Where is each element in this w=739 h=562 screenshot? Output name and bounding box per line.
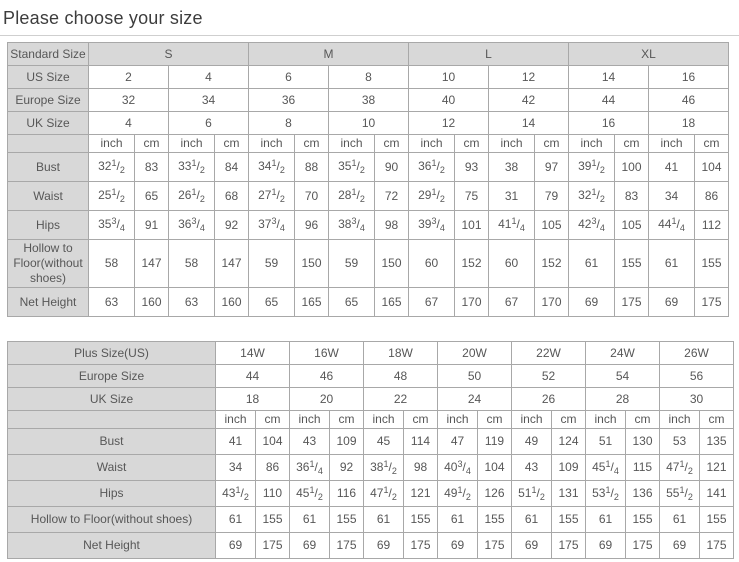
value-cell: 155 (404, 507, 438, 533)
value-cell: 59 (249, 240, 295, 288)
value-cell: $38^3/_4$ (329, 211, 375, 240)
value-cell: 126 (478, 481, 512, 507)
value-cell: 175 (478, 533, 512, 559)
measurement-row (8, 429, 734, 455)
unit-cm-cell: cm (215, 135, 249, 153)
unit-spacer-cell (8, 135, 89, 153)
value-cell: 38 (489, 153, 535, 182)
value-cell: 150 (295, 240, 329, 288)
size-cell: 32 (89, 89, 169, 112)
size-cell: S (89, 43, 249, 66)
value-cell: 136 (626, 481, 660, 507)
measurement-row (8, 153, 729, 182)
row-label-cell: UK Size (8, 112, 89, 135)
value-cell: 92 (330, 455, 364, 481)
size-cell: 26 (512, 388, 586, 411)
value-cell: 175 (626, 533, 660, 559)
row-label-cell: Standard Size (8, 43, 89, 66)
size-cell: 12 (409, 112, 489, 135)
size-cell: 28 (586, 388, 660, 411)
size-cell: 16 (649, 66, 729, 89)
unit-cm-cell: cm (455, 135, 489, 153)
value-cell: $45^1/_2$ (290, 481, 330, 507)
size-cell: 2 (89, 66, 169, 89)
value-cell: 63 (89, 288, 135, 317)
value-cell: 109 (552, 455, 586, 481)
value-cell: $38^1/_2$ (364, 455, 404, 481)
size-cell: 14 (569, 66, 649, 89)
unit-spacer-cell (8, 411, 216, 429)
value-cell: 152 (455, 240, 489, 288)
value-cell: 175 (256, 533, 290, 559)
value-cell: 155 (615, 240, 649, 288)
value-cell: 131 (552, 481, 586, 507)
value-cell: 67 (409, 288, 455, 317)
value-cell: $41^1/_4$ (489, 211, 535, 240)
value-cell: 121 (700, 455, 734, 481)
value-cell: 155 (552, 507, 586, 533)
value-cell: 175 (330, 533, 364, 559)
value-cell: 121 (404, 481, 438, 507)
value-cell: 58 (169, 240, 215, 288)
value-cell: $32^1/_2$ (569, 182, 615, 211)
value-cell: $33^1/_2$ (169, 153, 215, 182)
unit-cm-cell: cm (404, 411, 438, 429)
plus-size-table (7, 341, 734, 559)
unit-inch-cell: inch (489, 135, 535, 153)
unit-cm-cell: cm (626, 411, 660, 429)
row-label-cell: Europe Size (8, 365, 216, 388)
size-cell: 4 (169, 66, 249, 89)
value-cell: 70 (295, 182, 329, 211)
value-cell: 61 (216, 507, 256, 533)
value-cell: 104 (478, 455, 512, 481)
unit-inch-cell: inch (169, 135, 215, 153)
unit-row (8, 135, 729, 153)
size-cell: 22 (364, 388, 438, 411)
value-cell: 130 (626, 429, 660, 455)
row-label-cell: Hips (8, 211, 89, 240)
unit-cm-cell: cm (256, 411, 290, 429)
size-cell: 16W (290, 342, 364, 365)
value-cell: $28^1/_2$ (329, 182, 375, 211)
value-cell: $25^1/_2$ (89, 182, 135, 211)
size-cell: 20W (438, 342, 512, 365)
size-charts (0, 42, 739, 559)
size-cell: 12 (489, 66, 569, 89)
value-cell: 115 (626, 455, 660, 481)
unit-row (8, 411, 734, 429)
value-cell: 92 (215, 211, 249, 240)
header-row (8, 342, 734, 365)
value-cell: $42^3/_4$ (569, 211, 615, 240)
value-cell: 45 (364, 429, 404, 455)
value-cell: 104 (695, 153, 729, 182)
measurement-row (8, 182, 729, 211)
header-row (8, 43, 729, 66)
value-cell: 63 (169, 288, 215, 317)
value-cell: $47^1/_2$ (660, 455, 700, 481)
value-cell: $43^1/_2$ (216, 481, 256, 507)
size-cell: 6 (249, 66, 329, 89)
value-cell: 61 (586, 507, 626, 533)
value-cell: 100 (615, 153, 649, 182)
row-label-cell: Hollow to Floor(without shoes) (8, 240, 89, 288)
value-cell: $45^1/_4$ (586, 455, 626, 481)
size-cell: 24 (438, 388, 512, 411)
value-cell: 150 (375, 240, 409, 288)
value-cell: 101 (455, 211, 489, 240)
size-cell: 10 (409, 66, 489, 89)
header-row (8, 388, 734, 411)
unit-inch-cell: inch (438, 411, 478, 429)
value-cell: 90 (375, 153, 409, 182)
value-cell: 75 (455, 182, 489, 211)
unit-inch-cell: inch (409, 135, 455, 153)
value-cell: $29^1/_2$ (409, 182, 455, 211)
row-label-cell: Net Height (8, 533, 216, 559)
row-label-cell: Hollow to Floor(without shoes) (8, 507, 216, 533)
unit-inch-cell: inch (512, 411, 552, 429)
size-cell: 38 (329, 89, 409, 112)
size-cell: 50 (438, 365, 512, 388)
value-cell: 170 (535, 288, 569, 317)
size-cell: 42 (489, 89, 569, 112)
size-cell: 36 (249, 89, 329, 112)
unit-inch-cell: inch (290, 411, 330, 429)
value-cell: 41 (649, 153, 695, 182)
value-cell: 51 (586, 429, 626, 455)
value-cell: 53 (660, 429, 700, 455)
measurement-row (8, 481, 734, 507)
unit-cm-cell: cm (695, 135, 729, 153)
value-cell: $35^1/_2$ (329, 153, 375, 182)
unit-inch-cell: inch (89, 135, 135, 153)
value-cell: $37^3/_4$ (249, 211, 295, 240)
value-cell: 124 (552, 429, 586, 455)
size-cell: 14 (489, 112, 569, 135)
value-cell: 41 (216, 429, 256, 455)
value-cell: 170 (455, 288, 489, 317)
value-cell: 69 (364, 533, 404, 559)
unit-inch-cell: inch (660, 411, 700, 429)
value-cell: $55^1/_2$ (660, 481, 700, 507)
size-cell: 54 (586, 365, 660, 388)
value-cell: 165 (375, 288, 409, 317)
value-cell: 88 (295, 153, 329, 182)
unit-cm-cell: cm (615, 135, 649, 153)
size-cell: 8 (329, 66, 409, 89)
value-cell: 60 (409, 240, 455, 288)
value-cell: 60 (489, 240, 535, 288)
row-label-cell: UK Size (8, 388, 216, 411)
value-cell: 61 (569, 240, 615, 288)
size-cell: 4 (89, 112, 169, 135)
value-cell: $44^1/_4$ (649, 211, 695, 240)
size-cell: 18 (216, 388, 290, 411)
value-cell: 61 (649, 240, 695, 288)
value-cell: $40^3/_4$ (438, 455, 478, 481)
value-cell: 34 (216, 455, 256, 481)
value-cell: $53^1/_2$ (586, 481, 626, 507)
value-cell: 79 (535, 182, 569, 211)
value-cell: 98 (404, 455, 438, 481)
size-cell: 18 (649, 112, 729, 135)
unit-cm-cell: cm (135, 135, 169, 153)
value-cell: 47 (438, 429, 478, 455)
size-cell: 46 (290, 365, 364, 388)
size-cell: 44 (569, 89, 649, 112)
measurement-row (8, 533, 734, 559)
value-cell: 86 (695, 182, 729, 211)
value-cell: $36^3/_4$ (169, 211, 215, 240)
unit-cm-cell: cm (330, 411, 364, 429)
row-label-cell: Bust (8, 429, 216, 455)
value-cell: $32^1/_2$ (89, 153, 135, 182)
value-cell: 86 (256, 455, 290, 481)
value-cell: 141 (700, 481, 734, 507)
value-cell: 69 (660, 533, 700, 559)
value-cell: 147 (135, 240, 169, 288)
value-cell: 68 (215, 182, 249, 211)
value-cell: 91 (135, 211, 169, 240)
value-cell: 61 (290, 507, 330, 533)
value-cell: $36^1/_2$ (409, 153, 455, 182)
value-cell: 112 (695, 211, 729, 240)
value-cell: 116 (330, 481, 364, 507)
value-cell: 61 (512, 507, 552, 533)
value-cell: 109 (330, 429, 364, 455)
value-cell: 34 (649, 182, 695, 211)
unit-cm-cell: cm (552, 411, 586, 429)
value-cell: 65 (249, 288, 295, 317)
value-cell: $27^1/_2$ (249, 182, 295, 211)
value-cell: 69 (569, 288, 615, 317)
size-cell: 48 (364, 365, 438, 388)
value-cell: $47^1/_2$ (364, 481, 404, 507)
unit-cm-cell: cm (700, 411, 734, 429)
value-cell: 59 (329, 240, 375, 288)
value-cell: 97 (535, 153, 569, 182)
unit-cm-cell: cm (375, 135, 409, 153)
value-cell: 72 (375, 182, 409, 211)
value-cell: 175 (695, 288, 729, 317)
size-cell: L (409, 43, 569, 66)
unit-inch-cell: inch (364, 411, 404, 429)
header-row (8, 365, 734, 388)
value-cell: 69 (649, 288, 695, 317)
value-cell: 49 (512, 429, 552, 455)
size-cell: 56 (660, 365, 734, 388)
value-cell: 69 (438, 533, 478, 559)
measurement-row (8, 240, 729, 288)
value-cell: $39^1/_2$ (569, 153, 615, 182)
value-cell: 175 (552, 533, 586, 559)
row-label-cell: US Size (8, 66, 89, 89)
value-cell: 175 (404, 533, 438, 559)
size-cell: 34 (169, 89, 249, 112)
row-label-cell: Bust (8, 153, 89, 182)
value-cell: 155 (330, 507, 364, 533)
value-cell: 160 (215, 288, 249, 317)
header-row (8, 89, 729, 112)
value-cell: 84 (215, 153, 249, 182)
size-cell: XL (569, 43, 729, 66)
unit-inch-cell: inch (216, 411, 256, 429)
value-cell: 31 (489, 182, 535, 211)
value-cell: 61 (364, 507, 404, 533)
value-cell: 147 (215, 240, 249, 288)
size-cell: 20 (290, 388, 364, 411)
row-label-cell: Hips (8, 481, 216, 507)
size-cell: 24W (586, 342, 660, 365)
value-cell: 175 (615, 288, 649, 317)
value-cell: 69 (216, 533, 256, 559)
row-label-cell: Plus Size(US) (8, 342, 216, 365)
value-cell: 155 (695, 240, 729, 288)
unit-cm-cell: cm (478, 411, 512, 429)
size-cell: M (249, 43, 409, 66)
size-cell: 8 (249, 112, 329, 135)
value-cell: 110 (256, 481, 290, 507)
value-cell: 83 (135, 153, 169, 182)
value-cell: 104 (256, 429, 290, 455)
value-cell: 43 (290, 429, 330, 455)
unit-inch-cell: inch (586, 411, 626, 429)
value-cell: 98 (375, 211, 409, 240)
measurement-row (8, 507, 734, 533)
size-cell: 14W (216, 342, 290, 365)
standard-size-table (7, 42, 729, 317)
header-row (8, 112, 729, 135)
value-cell: $49^1/_2$ (438, 481, 478, 507)
header-row (8, 66, 729, 89)
size-cell: 18W (364, 342, 438, 365)
value-cell: $39^3/_4$ (409, 211, 455, 240)
value-cell: 61 (660, 507, 700, 533)
value-cell: 69 (290, 533, 330, 559)
value-cell: 58 (89, 240, 135, 288)
unit-inch-cell: inch (569, 135, 615, 153)
value-cell: $26^1/_2$ (169, 182, 215, 211)
value-cell: 160 (135, 288, 169, 317)
value-cell: 69 (512, 533, 552, 559)
unit-inch-cell: inch (249, 135, 295, 153)
size-cell: 16 (569, 112, 649, 135)
value-cell: 96 (295, 211, 329, 240)
size-cell: 26W (660, 342, 734, 365)
value-cell: 155 (626, 507, 660, 533)
value-cell: 135 (700, 429, 734, 455)
row-label-cell: Waist (8, 182, 89, 211)
value-cell: 119 (478, 429, 512, 455)
value-cell: $51^1/_2$ (512, 481, 552, 507)
measurement-row (8, 288, 729, 317)
size-cell: 30 (660, 388, 734, 411)
value-cell: 65 (329, 288, 375, 317)
value-cell: 155 (478, 507, 512, 533)
value-cell: 83 (615, 182, 649, 211)
value-cell: 114 (404, 429, 438, 455)
size-cell: 22W (512, 342, 586, 365)
value-cell: 105 (535, 211, 569, 240)
size-cell: 40 (409, 89, 489, 112)
value-cell: 155 (256, 507, 290, 533)
value-cell: 105 (615, 211, 649, 240)
value-cell: $34^1/_2$ (249, 153, 295, 182)
value-cell: 93 (455, 153, 489, 182)
value-cell: 61 (438, 507, 478, 533)
value-cell: 69 (586, 533, 626, 559)
value-cell: 165 (295, 288, 329, 317)
measurement-row (8, 211, 729, 240)
value-cell: 152 (535, 240, 569, 288)
value-cell: 43 (512, 455, 552, 481)
size-cell: 52 (512, 365, 586, 388)
size-cell: 44 (216, 365, 290, 388)
size-cell: 10 (329, 112, 409, 135)
row-label-cell: Europe Size (8, 89, 89, 112)
measurement-row (8, 455, 734, 481)
value-cell: 175 (700, 533, 734, 559)
size-cell: 6 (169, 112, 249, 135)
value-cell: 155 (700, 507, 734, 533)
size-cell: 46 (649, 89, 729, 112)
value-cell: $36^1/_4$ (290, 455, 330, 481)
unit-inch-cell: inch (329, 135, 375, 153)
unit-cm-cell: cm (535, 135, 569, 153)
title-divider (0, 35, 739, 36)
page-title: Please choose your size (3, 8, 203, 28)
value-cell: 65 (135, 182, 169, 211)
row-label-cell: Waist (8, 455, 216, 481)
value-cell: $35^3/_4$ (89, 211, 135, 240)
row-label-cell: Net Height (8, 288, 89, 317)
value-cell: 67 (489, 288, 535, 317)
unit-inch-cell: inch (649, 135, 695, 153)
unit-cm-cell: cm (295, 135, 329, 153)
